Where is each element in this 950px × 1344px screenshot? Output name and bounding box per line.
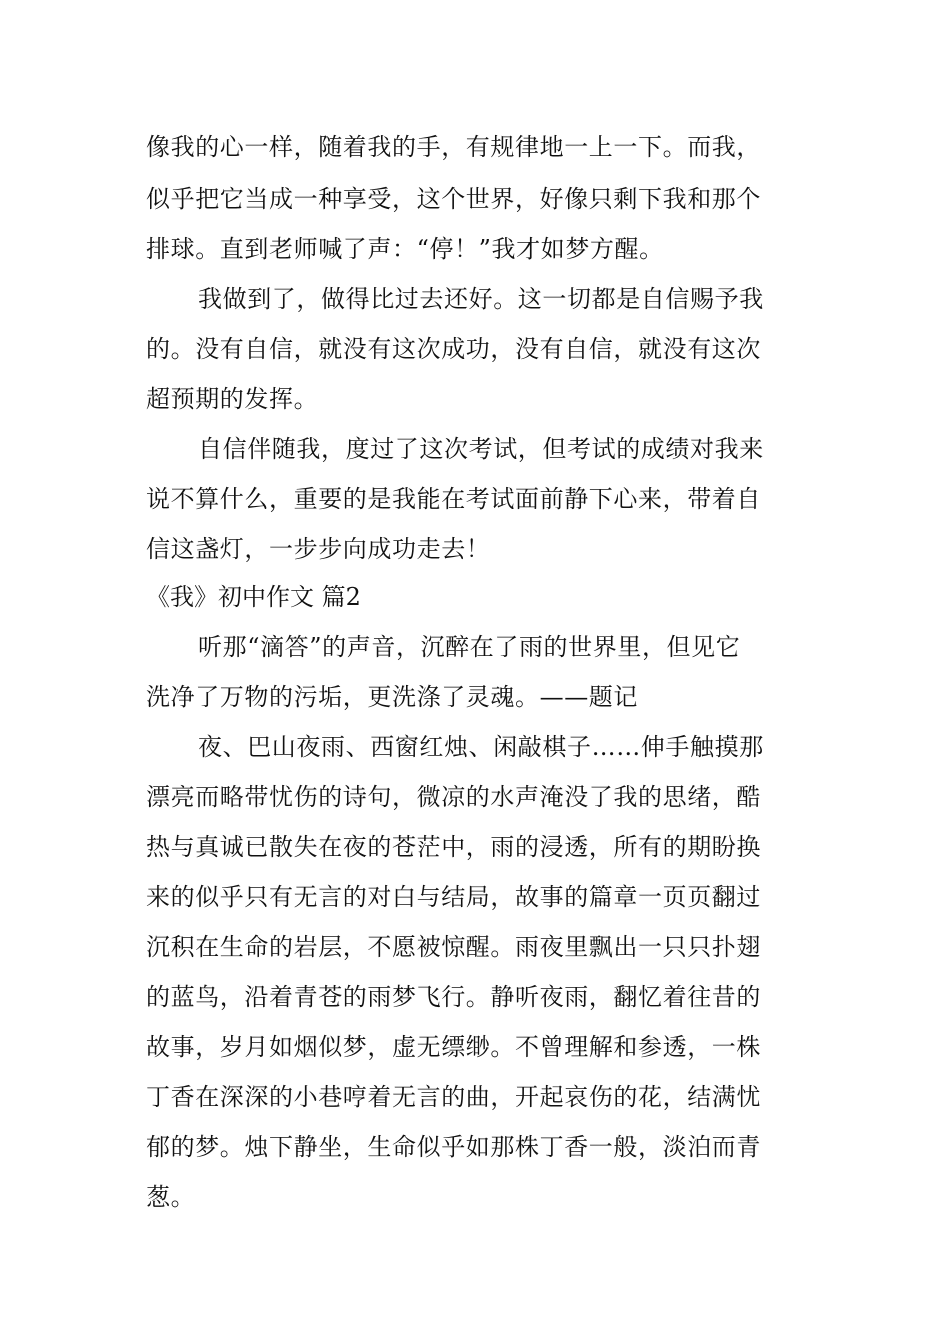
text-line: 似乎把它当成一种享受，这个世界，好像只剩下我和那个 [146, 185, 761, 213]
section-heading: 《我》初中作文 篇2 [146, 583, 361, 611]
text-line: 沉积在生命的岩层，不愿被惊醒。雨夜里飘出一只只扑翅 [146, 933, 761, 961]
paragraph-first-line: 听那“滴答”的声音，沉醉在了雨的世界里，但见它 [198, 633, 741, 661]
paragraph-first-line: 夜、巴山夜雨、西窗红烛、闲敲棋子……伸手触摸那 [198, 733, 764, 761]
text-line: 的蓝鸟，沿着青苍的雨梦飞行。静听夜雨，翻忆着往昔的 [146, 983, 761, 1011]
text-line: 郁的梦。烛下静坐，生命似乎如那株丁香一般，淡泊而青 [146, 1133, 761, 1161]
text-line: 信这盏灯，一步步向成功走去！ [146, 535, 491, 563]
text-line: 像我的心一样，随着我的手，有规律地一上一下。而我， [146, 133, 761, 161]
text-line: 超预期的发挥。 [146, 385, 319, 413]
paragraph-first-line: 自信伴随我，度过了这次考试，但考试的成绩对我来 [198, 435, 764, 463]
text-line: 热与真诚已散失在夜的苍茫中，雨的浸透，所有的期盼换 [146, 833, 761, 861]
text-line: 排球。直到老师喊了声：“停！”我才如梦方醒。 [146, 235, 664, 263]
text-line: 来的似乎只有无言的对白与结局，故事的篇章一页页翻过 [146, 883, 761, 911]
paragraph-first-line: 我做到了，做得比过去还好。这一切都是自信赐予我 [198, 285, 764, 313]
text-line: 洗净了万物的污垢，更洗涤了灵魂。——题记 [146, 683, 638, 711]
text-line: 丁香在深深的小巷哼着无言的曲，开起哀伤的花，结满忧 [146, 1083, 761, 1111]
text-line: 故事，岁月如烟似梦，虚无缥缈。不曾理解和参透，一株 [146, 1033, 761, 1061]
text-line: 的。没有自信，就没有这次成功，没有自信，就没有这次 [146, 335, 761, 363]
text-line: 说不算什么，重要的是我能在考试面前静下心来，带着自 [146, 485, 761, 513]
text-line: 葱。 [146, 1183, 196, 1211]
text-line: 漂亮而略带忧伤的诗句，微凉的水声淹没了我的思绪，酷 [146, 783, 761, 811]
